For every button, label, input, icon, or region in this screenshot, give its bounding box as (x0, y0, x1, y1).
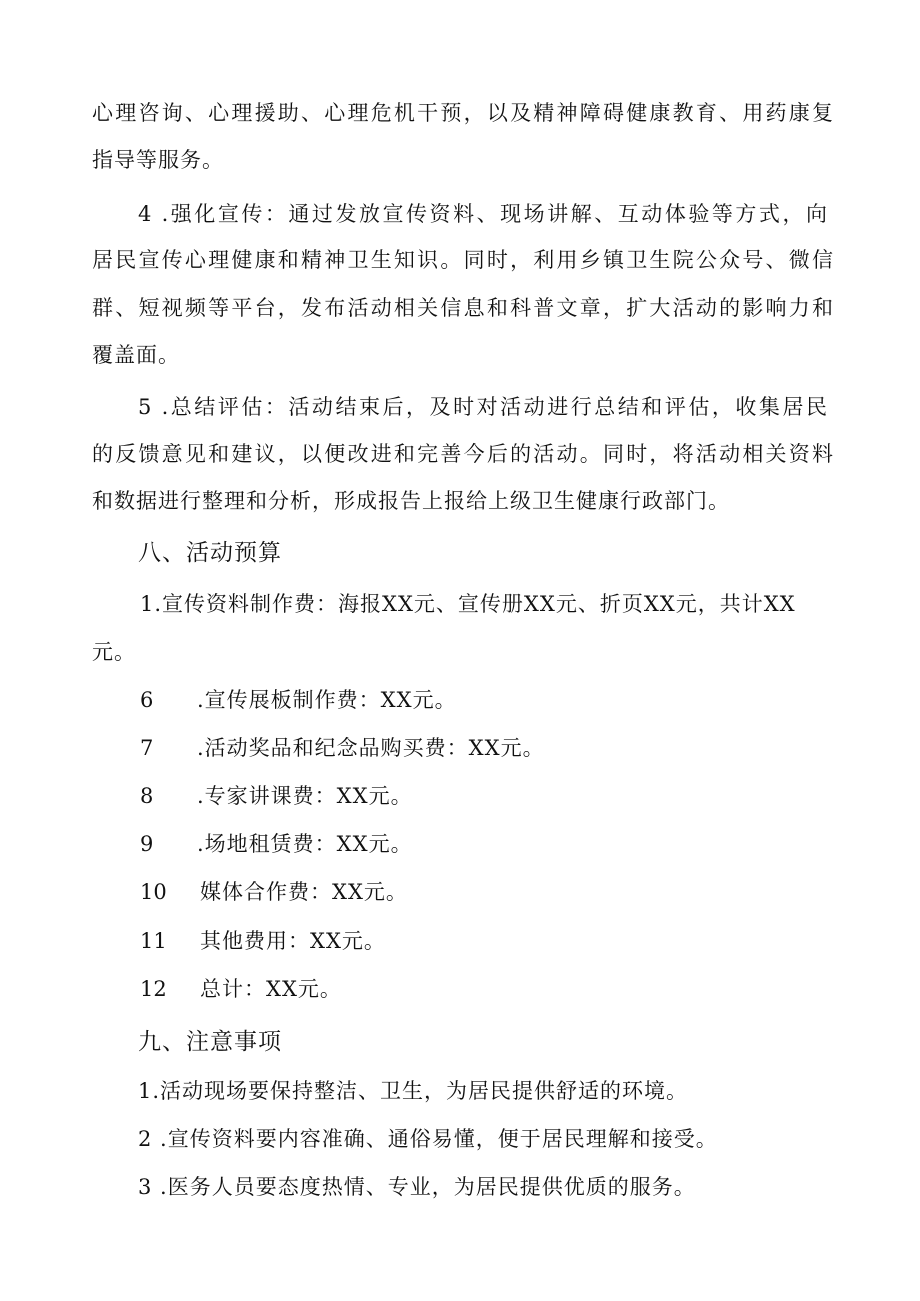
budget-item-number: 9 (140, 832, 154, 856)
budget-item-number: 10 (140, 880, 167, 904)
note-item: 3 .医务人员要态度热情、专业，为居民提供优质的服务。 (138, 1175, 696, 1199)
budget-item-1-line: 1.宣传资料制作费：海报XX元、宣传册XX元、折页XX元，共计XX (140, 592, 796, 616)
item-4-line: 群、短视频等平台，发布活动相关信息和科普文章，扩大活动的影响力和 (92, 296, 834, 320)
budget-item-number: 12 (140, 977, 167, 1001)
paragraph-line: 指导等服务。 (92, 148, 224, 172)
item-4-line: 覆盖面。 (92, 343, 180, 367)
budget-item-text: 其他费用：XX元。 (200, 929, 386, 953)
note-item: 2 .宣传资料要内容准确、通俗易懂，便于居民理解和接受。 (138, 1127, 718, 1151)
budget-item-number: 7 (140, 736, 154, 760)
item-5-line: 的反馈意见和建议，以便改进和完善今后的活动。同时，将活动相关资料 (92, 442, 834, 466)
budget-item-text: .宣传展板制作费：XX元。 (197, 688, 457, 712)
item-4-line: 居民宣传心理健康和精神卫生知识。同时，利用乡镇卫生院公众号、微信 (92, 248, 834, 272)
budget-item-text: .活动奖品和纪念品购买费：XX元。 (197, 736, 545, 760)
item-5-line: 和数据进行整理和分析，形成报告上报给上级卫生健康行政部门。 (92, 489, 730, 513)
item-5-line: 5 .总结评估：活动结束后，及时对活动进行总结和评估，收集居民 (138, 395, 828, 419)
item-4-line: 4 .强化宣传：通过发放宣传资料、现场讲解、互动体验等方式，向 (138, 202, 828, 226)
budget-item-text: 媒体合作费：XX元。 (200, 880, 408, 904)
budget-item-text: 总计：XX元。 (200, 977, 342, 1001)
section-heading-notes: 九、注意事项 (138, 1029, 282, 1055)
budget-item-number: 6 (140, 688, 154, 712)
paragraph-line: 心理咨询、心理援助、心理危机干预，以及精神障碍健康教育、用药康复 (92, 101, 834, 125)
budget-item-number: 8 (140, 784, 154, 808)
budget-item-text: .专家讲课费：XX元。 (197, 784, 413, 808)
note-item: 1.活动现场要保持整洁、卫生，为居民提供舒适的环境。 (138, 1079, 689, 1103)
section-heading-budget: 八、活动预算 (138, 540, 282, 566)
budget-item-number: 11 (140, 929, 167, 953)
budget-item-text: .场地租赁费：XX元。 (197, 832, 413, 856)
budget-item-1-line: 元。 (92, 640, 136, 664)
